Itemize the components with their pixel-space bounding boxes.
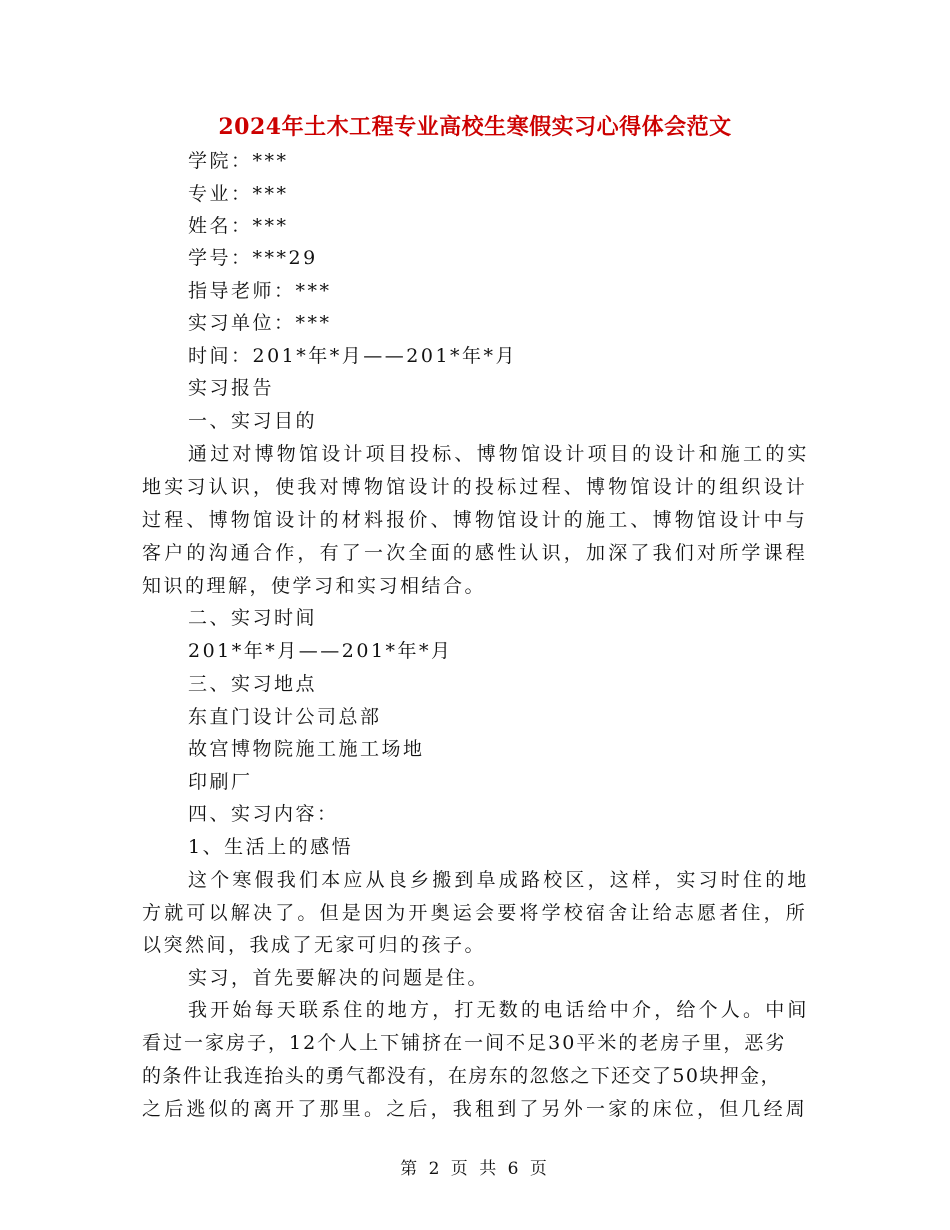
paragraph-line: 的条件让我连抬头的勇气都没有，在房东的忽悠之下还交了50块押金， [142,1065,781,1087]
meta-name: 姓名：*** [188,215,289,237]
paragraph-line: 实习，首先要解决的问题是住。 [188,967,490,989]
meta-unit: 实习单位：*** [188,312,332,334]
paragraph-line: 之后逃似的离开了那里。之后，我租到了另外一家的床位，但几经周 [142,1098,809,1120]
paragraph-line: 方就可以解决了。但是因为开奥运会要将学校宿舍让给志愿者住，所 [142,902,809,924]
paragraph-line: 这个寒假我们本应从良乡搬到阜成路校区，这样，实习时住的地 [188,869,810,891]
meta-advisor: 指导老师：*** [188,280,332,302]
paragraph-line: 我开始每天联系住的地方，打无数的电话给中介，给个人。中间 [188,999,810,1021]
meta-student-id: 学号：***29 [188,247,318,269]
section-heading: 四、实习内容： [188,803,339,825]
report-label: 实习报告 [188,377,275,399]
paragraph-line: 地实习认识，使我对博物馆设计的投标过程、博物馆设计的组织设计 [142,476,809,498]
paragraph-line: 以突然间，我成了无家可归的孩子。 [142,934,487,956]
subsection-heading: 1、生活上的感悟 [188,836,354,858]
section-heading: 一、实习目的 [188,410,318,432]
document-title: 2024年土木工程专业高校生寒假实习心得体会范文 [218,114,732,140]
paragraph-line: 知识的理解，使学习和实习相结合。 [142,575,487,597]
meta-major: 专业：*** [188,183,289,205]
internship-place: 印刷厂 [188,771,253,793]
paragraph-line: 客户的沟通合作，有了一次全面的感性认识，加深了我们对所学课程 [142,542,809,564]
internship-place: 故宫博物院施工施工场地 [188,738,425,760]
paragraph-line: 看过一家房子，12个人上下铺挤在一间不足30平米的老房子里，恶劣 [142,1032,787,1054]
paragraph-line: 通过对博物馆设计项目投标、博物馆设计项目的设计和施工的实 [188,443,810,465]
section-heading: 二、实习时间 [188,607,318,629]
meta-time: 时间：201*年*月——201*年*月 [188,345,518,367]
page-footer: 第 2 页 共 6 页 [400,1159,550,1179]
internship-period: 201*年*月——201*年*月 [188,640,453,662]
paragraph-line: 过程、博物馆设计的材料报价、博物馆设计的施工、博物馆设计中与 [142,509,809,531]
meta-college: 学院：*** [188,150,289,172]
section-heading: 三、实习地点 [188,673,318,695]
internship-place: 东直门设计公司总部 [188,706,382,728]
